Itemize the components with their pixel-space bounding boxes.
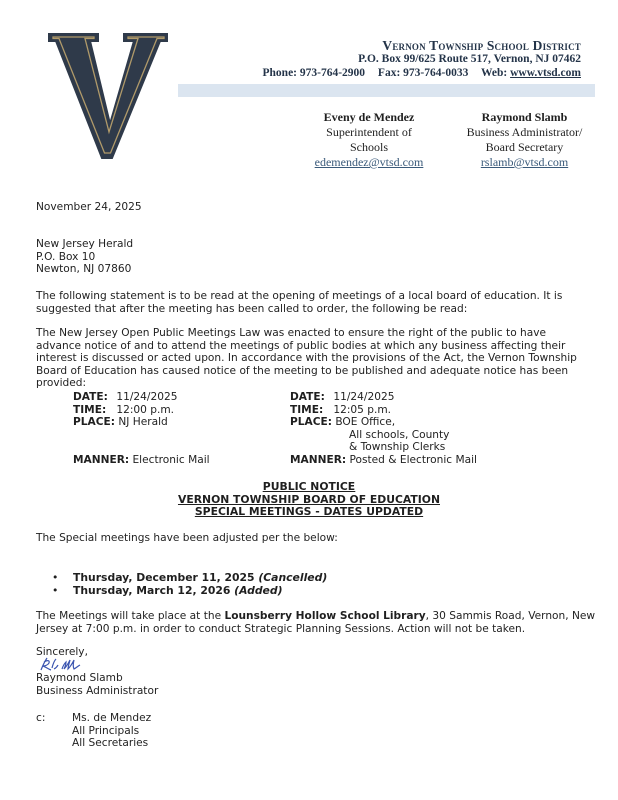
letterhead-divider-band bbox=[178, 84, 595, 97]
cc-label: c: bbox=[36, 712, 46, 724]
cc-list bbox=[72, 712, 151, 750]
opma-paragraph: The New Jersey Open Public Meetings Law was enacted to ensure the right of the public to have advance notice of and to attend the meetings of public bodies at which any business affecting their interest is discussed or acted upon. In accordance with the provisions of the Act, the Vernon Township Board of Education has caused notice of the meeting to be published and adequate notice has been provided: bbox=[36, 327, 577, 390]
time-label: TIME: bbox=[290, 403, 324, 416]
official-name: Raymond Slamb bbox=[481, 110, 568, 124]
district-name: Vernon Township School District bbox=[382, 38, 581, 53]
recipient-line: P.O. Box 10 bbox=[36, 250, 96, 263]
intro-paragraph: The following statement is to be read at the opening of meetings of a local board of education. It is suggested that after the meeting has been called to order, the following be read: bbox=[36, 290, 563, 315]
public-notice-heading bbox=[0, 481, 618, 519]
date-label: DATE: bbox=[73, 391, 108, 403]
manner-label: MANNER: bbox=[73, 453, 130, 466]
cc-recipient: Ms. de Mendez bbox=[72, 712, 152, 724]
recipient-address bbox=[36, 238, 133, 276]
district-address: P.O. Box 99/625 Route 517, Vernon, NJ 07462 bbox=[358, 53, 581, 65]
signer-name: Raymond Slamb bbox=[36, 672, 123, 684]
heading-line: SPECIAL MEETINGS - DATES UPDATED bbox=[194, 505, 424, 519]
notice-details-herald bbox=[73, 391, 210, 467]
location-prefix: The Meetings will take place at the bbox=[36, 610, 225, 622]
district-contact-line bbox=[263, 67, 582, 79]
bullet-icon: • bbox=[52, 583, 59, 597]
bullet-icon: • bbox=[52, 571, 59, 584]
official-name: Eveny de Mendez bbox=[323, 110, 415, 124]
meetings-list bbox=[52, 572, 327, 597]
heading-line: VERNON TOWNSHIP BOARD OF EDUCATION bbox=[177, 492, 440, 506]
manner-value: Posted & Electronic Mail bbox=[349, 453, 477, 466]
meeting-status: (Cancelled) bbox=[258, 571, 328, 584]
recipient-line: New Jersey Herald bbox=[36, 238, 134, 250]
official-title-line1: Superintendent of bbox=[326, 125, 412, 139]
meeting-status: (Added) bbox=[234, 583, 283, 597]
vernon-v-logo-icon bbox=[48, 32, 168, 160]
website-link[interactable]: www.vtsd.com bbox=[510, 67, 581, 79]
location-paragraph bbox=[36, 610, 596, 635]
place-value: All schools, County bbox=[349, 428, 450, 441]
handwritten-signature-icon bbox=[38, 656, 82, 672]
signer-title: Business Administrator bbox=[36, 684, 159, 697]
official-title-line2: Board Secretary bbox=[485, 140, 564, 154]
place-label: PLACE: bbox=[290, 416, 332, 429]
date-value: 11/24/2025 bbox=[116, 391, 178, 403]
time-value: 12:05 p.m. bbox=[333, 403, 392, 416]
adjusted-intro: The Special meetings have been adjusted per the below: bbox=[36, 532, 338, 544]
location-venue: Lounsberry Hollow School Library bbox=[224, 610, 426, 622]
official-superintendent bbox=[308, 110, 430, 170]
place-value: BOE Office, bbox=[335, 416, 396, 429]
fax-number: 973-764-0033 bbox=[403, 67, 469, 79]
time-label: TIME: bbox=[73, 403, 107, 416]
official-title-line2: Schools bbox=[349, 140, 388, 154]
heading-line: PUBLIC NOTICE bbox=[262, 480, 356, 493]
official-email-link[interactable]: rslamb@vtsd.com bbox=[480, 155, 569, 169]
meeting-date: Thursday, December 11, 2025 bbox=[73, 571, 255, 584]
cc-recipient: All Principals bbox=[72, 724, 140, 737]
official-title-line1: Business Administrator/ bbox=[466, 125, 583, 139]
date-label: DATE: bbox=[290, 391, 325, 403]
time-value: 12:00 p.m. bbox=[116, 403, 175, 416]
cc-recipient: All Secretaries bbox=[72, 737, 149, 750]
signer-block bbox=[36, 672, 158, 697]
fax-label: Fax: bbox=[377, 67, 401, 79]
place-value: & Township Clerks bbox=[349, 441, 446, 454]
manner-value: Electronic Mail bbox=[132, 453, 210, 466]
recipient-line: Newton, NJ 07860 bbox=[36, 263, 132, 276]
letter-date: November 24, 2025 bbox=[36, 201, 142, 213]
web-label: Web: bbox=[481, 67, 508, 79]
phone-number: 973-764-2900 bbox=[299, 67, 366, 79]
manner-label: MANNER: bbox=[290, 453, 347, 466]
place-value: NJ Herald bbox=[118, 416, 168, 429]
meeting-date: Thursday, March 12, 2026 bbox=[73, 583, 231, 597]
closing: Sincerely, bbox=[36, 646, 88, 658]
official-email-link[interactable]: edemendez@vtsd.com bbox=[314, 155, 424, 169]
official-business-administrator bbox=[452, 110, 597, 170]
list-item bbox=[52, 585, 327, 598]
notice-details-posted bbox=[290, 391, 477, 467]
date-value: 11/24/2025 bbox=[333, 391, 395, 403]
phone-label: Phone: bbox=[262, 67, 297, 79]
place-label: PLACE: bbox=[73, 416, 115, 429]
location-suffix: , 30 Sammis Road, Vernon, New Jersey at 7:00 p.m. in order to conduct Strategic Planning Sessions. Action will not be taken. bbox=[36, 610, 596, 635]
